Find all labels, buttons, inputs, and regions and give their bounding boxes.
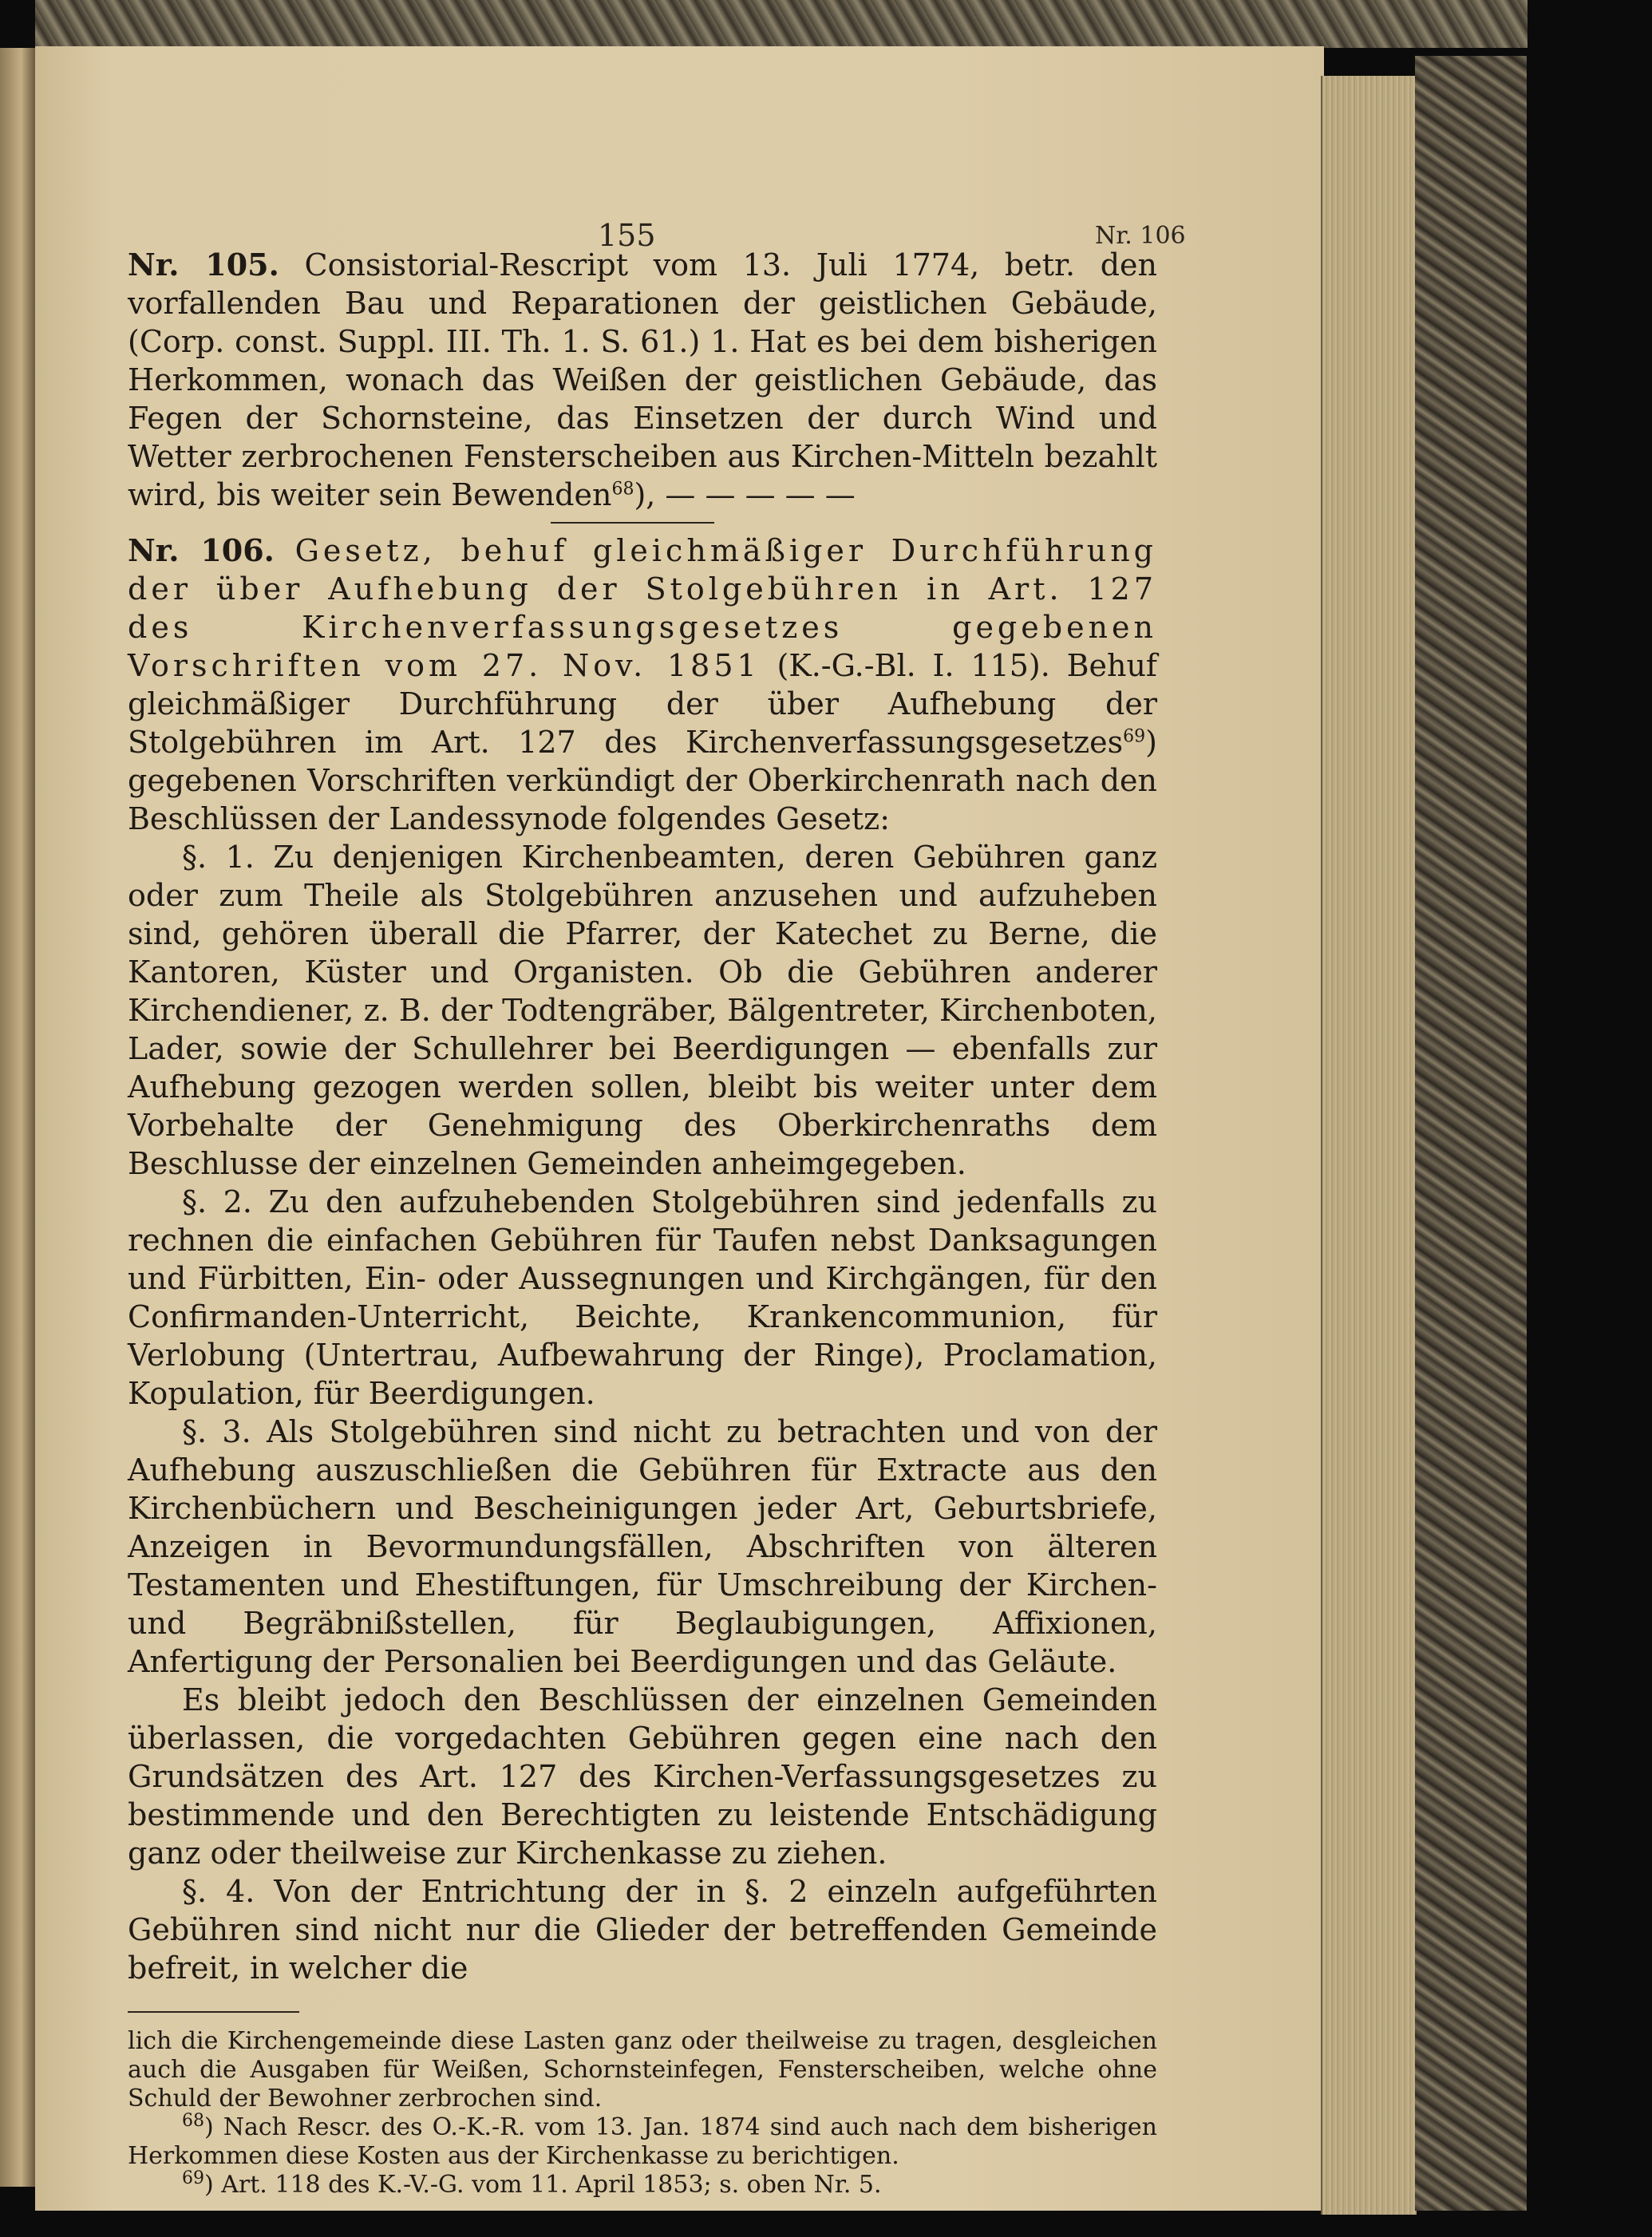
section-divider (551, 522, 714, 524)
paragraph-section-3-cont: Es bleibt jedoch den Beschlüssen der einzelnen Gemeinden überlassen, die vorgedachten Gebühren gegen eine nach den Grundsätzen des Art. 127 des Kirchen-Verfassungsgesetzes zu bestimmende und den Berechtigten zu leistende Entschädigung ganz oder theilweise zur Kirchenkasse zu ziehen. (128, 1682, 1157, 1871)
footnote-mark: 68 (182, 2111, 204, 2131)
book-top-edge (35, 0, 1528, 48)
footnote-text: ) Art. 118 des K.-V.-G. vom 11. April 1853; s. oben Nr. 5. (204, 2171, 882, 2199)
paragraph-section-2: §. 2. Zu den aufzuhebenden Stolgebühren sind jedenfalls zu rechnen die einfachen Gebühren für Taufen nebst Danksagungen und Fürbitten, Ein- oder Aussegnungen und Kirchgängen, für den Confirmanden-Unterricht, Beichte, Krankencommunion, für Verlobung (Untertrau, Aufbewahrung der Ringe), Proclamation, Kopulation, für Beerdigungen. (128, 1184, 1157, 1411)
paragraph-section-1: §. 1. Zu denjenigen Kirchenbeamten, deren Gebühren ganz oder zum Theile als Stolgebühren anzusehen und aufzuheben sind, gehören überall die Pfarrer, der Katechet zu Berne, die Kantoren, Küster und Organisten. Ob die Gebühren anderer Kirchendiener, z. B. der Todtengräber, Bälgentreter, Kirchenboten, Lader, sowie der Schullehrer bei Beerdigungen — ebenfalls zur Aufhebung gezogen werden sollen, bleibt bis weiter unter dem Vorbehalte der Genehmigung des Oberkirchenraths dem Beschlusse der einzelnen Gemeinden anheimgegeben. (128, 840, 1157, 1181)
entry-nr-106 (128, 532, 1157, 838)
footnote-ref: 68 (611, 479, 634, 500)
running-head: Nr. 106 (1095, 222, 1186, 250)
footnote-mark: 69 (182, 2168, 204, 2188)
page-number: 155 (598, 218, 656, 253)
footnote-continuation: lich die Kirchengemeinde diese Lasten ganz oder theilweise zu tragen, desgleichen auch die Ausgaben für Weißen, Schornsteinfegen, Fensterscheiben, welche ohne Schuld der Bewohner zerbrochen sind. (128, 2027, 1157, 2113)
footnote-69 (128, 2168, 1157, 2199)
paragraph-section-3: §. 3. Als Stolgebühren sind nicht zu betrachten und von der Aufhebung auszuschließen die Gebühren für Extracte aus den Kirchenbüchern und Bescheinigungen jeder Art, Geburtsbriefe, Anzeigen in Bevormundungsfällen, Abschriften von älteren Testamenten und Ehestiftungen, für Umschreibung der Kirchen- und Begräbnißstellen, für Beglaubigungen, Affixionen, Anfertigung der Personalien bei Beerdigungen und das Geläute. (128, 1414, 1157, 1679)
footnote-text: ) Nach Rescr. des O.-K.-R. vom 13. Jan. 1874 sind auch nach dem bisherigen Herkommen diese Kosten aus der Kirchenkasse zu berichtigen. (128, 2113, 1157, 2170)
entry-number: Nr. 106. (128, 532, 275, 568)
page-block-edges (1321, 76, 1417, 2215)
entry-nr-105 (128, 246, 1157, 514)
page-body (128, 246, 1157, 2199)
footnote-ref: 69 (1123, 726, 1146, 747)
entry-title: Gesetz, behuf gleichmäßiger Durchführung der über Aufhebung der Stolgebühren in Art. 127 des Kirchenverfassungsgesetzes gegebenen Vorschriften vom 27. Nov. 1851 (128, 533, 1157, 683)
footnote-68 (128, 2113, 1157, 2171)
footnotes (128, 2027, 1157, 2199)
entry-text-end: ) gegebenen Vorschriften verkündigt der Oberkirchenrath nach den Beschlüssen der Landessynode folgendes Gesetz: (128, 725, 1157, 836)
entry-number: Nr. 105. (128, 247, 279, 283)
paragraph-section-4: §. 4. Von der Entrichtung der in §. 2 einzeln aufgeführten Gebühren sind nicht nur die Glieder der betreffenden Gemeinde befreit, in welcher die (128, 1874, 1157, 1986)
book-cover-marbled (1415, 56, 1527, 2211)
entry-text-end: ), — — — — — (634, 477, 856, 512)
entry-text: Consistorial-Rescript vom 13. Juli 1774, betr. den vorfallenden Bau und Reparationen der geistlichen Gebäude, (Corp. const. Suppl. III. Th. 1. S. 61.) 1. Hat es bei dem bisherigen Herkommen, wonach das Weißen der geistlichen Gebäude, das Fegen der Schornsteine, das Einsetzen der durch Wind und Wetter zerbrochenen Fensterscheiben aus Kirchen-Mitteln bezahlt wird, bis weiter sein Bewenden (128, 247, 1157, 512)
footnote-divider (128, 2011, 299, 2013)
entry-text: (K.-G.-Bl. I. 115). Behuf gleichmäßiger Durchführung der über Aufhebung der Stolgebühren im Art. 127 des Kirchenverfassungsgesetzes (128, 648, 1157, 760)
facing-page-edge (0, 48, 35, 2187)
